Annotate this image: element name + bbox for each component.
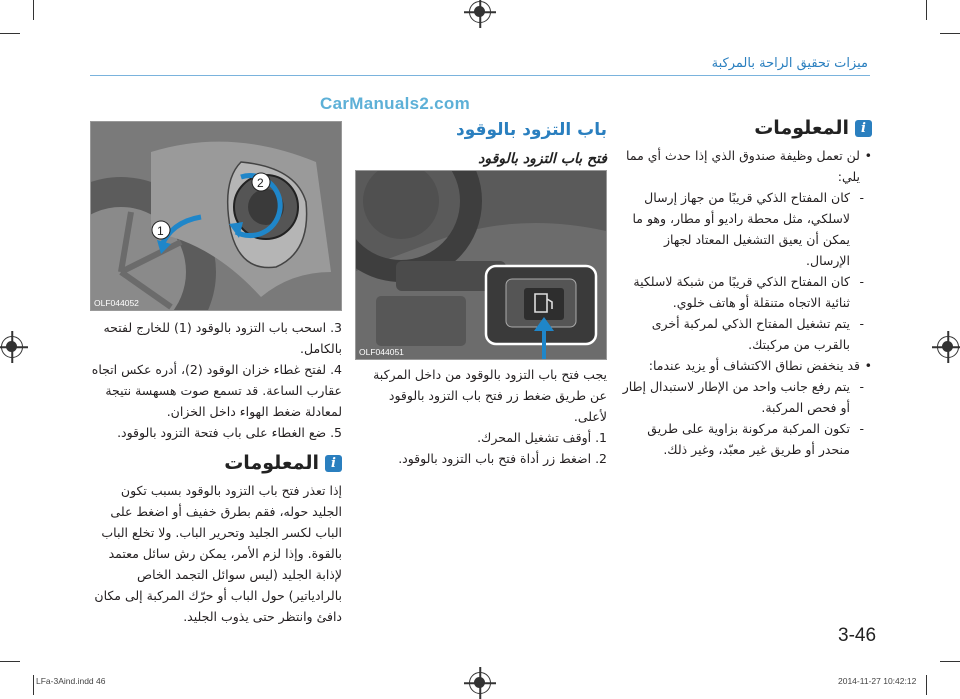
figure-code: OLF044052 [94,298,139,308]
step-text: 2. اضغط زر أداة فتح باب التزود بالوقود. [398,451,607,466]
instruction-paragraph: يجب فتح باب التزود بالوقود من داخل المركبة عن طريق ضغط زر فتح باب التزود بالوقود لأعلى. [373,367,607,424]
crop-mark [33,675,34,695]
footer-filename: LFa-3Aind.indd 46 [36,676,106,686]
step-text: 5. ضع الغطاء على باب فتحة التزود بالوقود. [117,425,342,440]
list-item: - يتم رفع جانب واحد من الإطار لاستبدال إطار أو فحص المركبة. [620,376,872,418]
crop-mark [33,0,34,20]
footer-timestamp: 2014-11-27 10:42:12 [838,676,917,686]
svg-text:1: 1 [157,224,164,238]
condition-list [620,376,872,460]
crop-mark [926,675,927,695]
crop-mark [0,661,20,662]
info-icon: i [855,120,872,137]
interior-dashboard-illustration [356,171,606,359]
header-divider [90,75,870,76]
condition-list [620,187,872,355]
middle-column [355,120,607,176]
info-icon: i [325,455,342,472]
crop-mark [940,661,960,662]
right-column [620,118,872,460]
information-heading [90,453,342,474]
step-text: 4. لفتح غطاء خزان الوقود (2)، أدره عكس اتجاه عقارب الساعة. قد تسمع صوت هسهسة نتيجة لمعادلة ضغط الهواء داخل الخزان. [91,362,342,419]
middle-column-text [355,364,607,469]
section-title: ميزات تحقيق الراحة بالمركبة [711,56,868,71]
step-text: 3. اسحب باب التزود بالوقود (1) للخارج لفتحه بالكامل. [103,320,342,356]
fuel-filler-illustration [91,122,341,310]
fuel-door-button-image [355,170,607,360]
fuel-door-title: باب التزود بالوقود [455,120,607,140]
information-heading-label: المعلومات [754,117,849,139]
opening-fuel-door-subtitle: فتح باب التزود بالوقود [478,151,607,167]
crop-mark [940,33,960,34]
list-item: - كان المفتاح الذكي قريبًا من شبكة لاسلكية ثنائية الاتجاه متنقلة أو هاتف خلوي. [620,271,872,313]
list-item: - كان المفتاح الذكي قريبًا من جهاز إرسال لاسلكي، مثل محطة راديو أو مطار، وهو ما يمكن أن يعيق التشغيل المعتاد لجهاز الإرسال. [620,187,872,271]
figure-code: OLF044051 [359,347,404,357]
bullet-text: • قد ينخفض نطاق الاكتشاف أو يزيد عندما: [620,355,872,376]
svg-text:2: 2 [257,176,264,190]
registration-mark-icon [469,1,491,23]
crop-mark [0,33,20,34]
information-text: إذا تعذر فتح باب التزود بالوقود بسبب تكون الجليد حوله، فقم بطرق خفيف أو اضغط على الباب لكسر الجليد وتحرير الباب. ولا تخلع الباب بالقوة. وإذا لزم الأمر، يمكن رش سائل معتمد لإذابة الجليد (ليس سوائل التجمد الخاص بالرادياتير) حول الباب أو حرّك المركبة إلى مكان دافئ وانتظر حتى يذوب الجليد. [94,483,342,624]
information-heading-label: المعلومات [224,452,319,474]
page-number: 3-46 [838,625,877,646]
registration-mark-icon [469,672,491,694]
registration-mark-icon [1,336,23,358]
crop-mark [926,0,927,20]
step-text: 1. أوقف تشغيل المحرك. [477,430,607,445]
registration-mark-icon [937,336,959,358]
left-column-text [90,317,342,627]
fuel-cap-image [90,121,342,311]
list-item: - تكون المركبة مركونة بزاوية على طريق منحدر أو طريق غير معبّد، وغير ذلك. [620,418,872,460]
information-heading [620,118,872,139]
list-item: - يتم تشغيل المفتاح الذكي لمركبة أخرى بالقرب من مركبتك. [620,313,872,355]
bullet-text: • لن تعمل وظيفة صندوق الذي إذا حدث أي مما يلي: [620,145,872,187]
watermark[interactable]: CarManuals2.com [320,94,470,113]
